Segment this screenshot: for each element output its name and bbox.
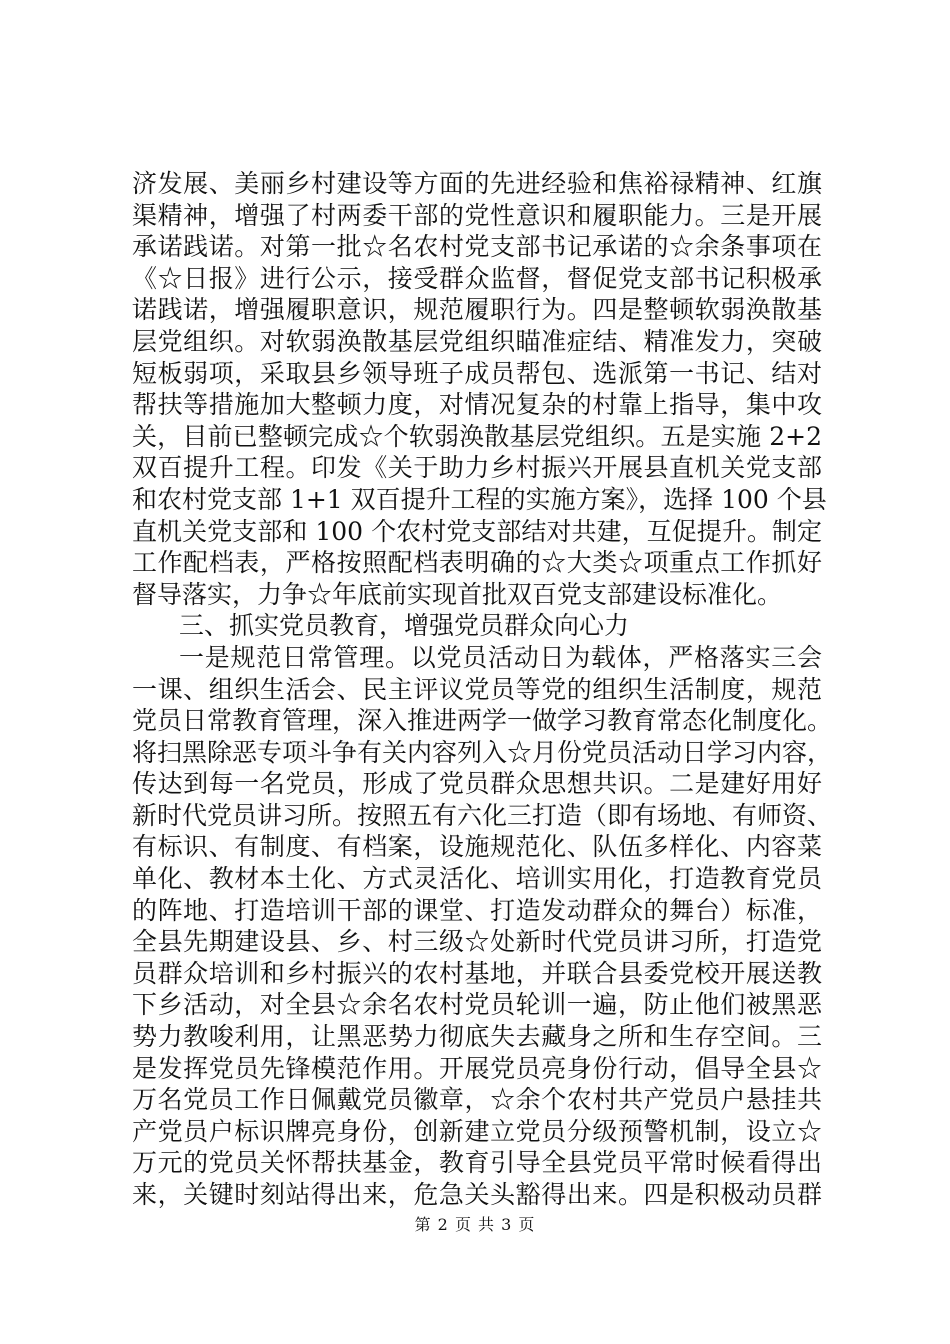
- text-line: 万元的党员关怀帮扶基金，教育引导全县党员平常时候看得出: [132, 1148, 822, 1178]
- page-footer: 第 2 页 共 3 页: [414, 1215, 536, 1234]
- text-line: 层党组织。对软弱涣散基层党组织瞄准症结、精准发力，突破: [132, 326, 822, 356]
- text-line: 员群众培训和乡村振兴的农村基地，并联合县委党校开展送教: [132, 958, 822, 988]
- text-line: 新时代党员讲习所。按照五有六化三打造（即有场地、有师资、: [132, 800, 833, 830]
- text-line: 势力教唆利用，让黑恶势力彻底失去藏身之所和生存空间。三: [132, 1022, 822, 1052]
- text-line: 单化、教材本土化、方式灵活化、培训实用化，打造教育党员: [132, 864, 822, 894]
- text-line: 全县先期建设县、乡、村三级☆处新时代党员讲习所，打造党: [132, 927, 822, 957]
- text-line: 渠精神，增强了村两委干部的党性意识和履职能力。三是开展: [132, 200, 822, 230]
- text-line: 工作配档表，严格按照配档表明确的☆大类☆项重点工作抓好: [132, 548, 822, 578]
- text-line: 是发挥党员先锋模范作用。开展党员亮身份行动，倡导全县☆: [132, 1053, 822, 1083]
- text-line: 督导落实，力争☆年底前实现首批双百党支部建设标准化。: [132, 579, 783, 609]
- text-line: 《☆日报》进行公示，接受群众监督，督促党支部书记积极承: [132, 263, 822, 293]
- text-line: 万名党员工作日佩戴党员徽章，☆余个农村共产党员户悬挂共: [132, 1085, 822, 1115]
- text-line: 承诺践诺。对第一批☆名农村党支部书记承诺的☆余条事项在: [132, 232, 822, 262]
- text-line: 将扫黑除恶专项斗争有关内容列入☆月份党员活动日学习内容，: [132, 737, 833, 767]
- text-line: 济发展、美丽乡村建设等方面的先进经验和焦裕禄精神、红旗: [132, 169, 822, 198]
- section-heading: 三、抓实党员教育，增强党员群众向心力: [179, 611, 630, 641]
- text-line: 的阵地、打造培训干部的课堂、打造发动群众的舞台）标准，: [132, 895, 822, 925]
- text-line: 诺践诺，增强履职意识，规范履职行为。四是整顿软弱涣散基: [132, 295, 822, 325]
- text-line: 党员日常教育管理，深入推进两学一做学习教育常态化制度化。: [132, 706, 833, 736]
- document-body: [132, 168, 833, 1211]
- text-line: 短板弱项，采取县乡领导班子成员帮包、选派第一书记、结对: [132, 358, 822, 388]
- text-line: 直机关党支部和 100 个农村党支部结对共建，互促提升。制定: [132, 516, 822, 546]
- text-line: 产党员户标识牌亮身份，创新建立党员分级预警机制，设立☆: [132, 1116, 822, 1146]
- text-line: 传达到每一名党员，形成了党员群众思想共识。二是建好用好: [132, 769, 822, 799]
- text-line: 双百提升工程。印发《关于助力乡村振兴开展县直机关党支部: [132, 453, 822, 483]
- text-line: 一课、组织生活会、民主评议党员等党的组织生活制度，规范: [132, 674, 822, 704]
- text-line: 有标识、有制度、有档案，设施规范化、队伍多样化、内容菜: [132, 832, 822, 862]
- text-line: 关，目前已整顿完成☆个软弱涣散基层党组织。五是实施 2+2: [132, 421, 822, 451]
- text-line: 来，关键时刻站得出来，危急关头豁得出来。四是积极动员群: [132, 1180, 822, 1209]
- text-line: 和农村党支部 1+1 双百提升工程的实施方案》，选择 100 个县: [132, 484, 827, 514]
- text-line: 一是规范日常管理。以党员活动日为载体，严格落实三会: [179, 642, 822, 672]
- text-line: 帮扶等措施加大整顿力度，对情况复杂的村靠上指导，集中攻: [132, 390, 822, 420]
- text-line: 下乡活动，对全县☆余名农村党员轮训一遍，防止他们被黑恶: [132, 990, 822, 1020]
